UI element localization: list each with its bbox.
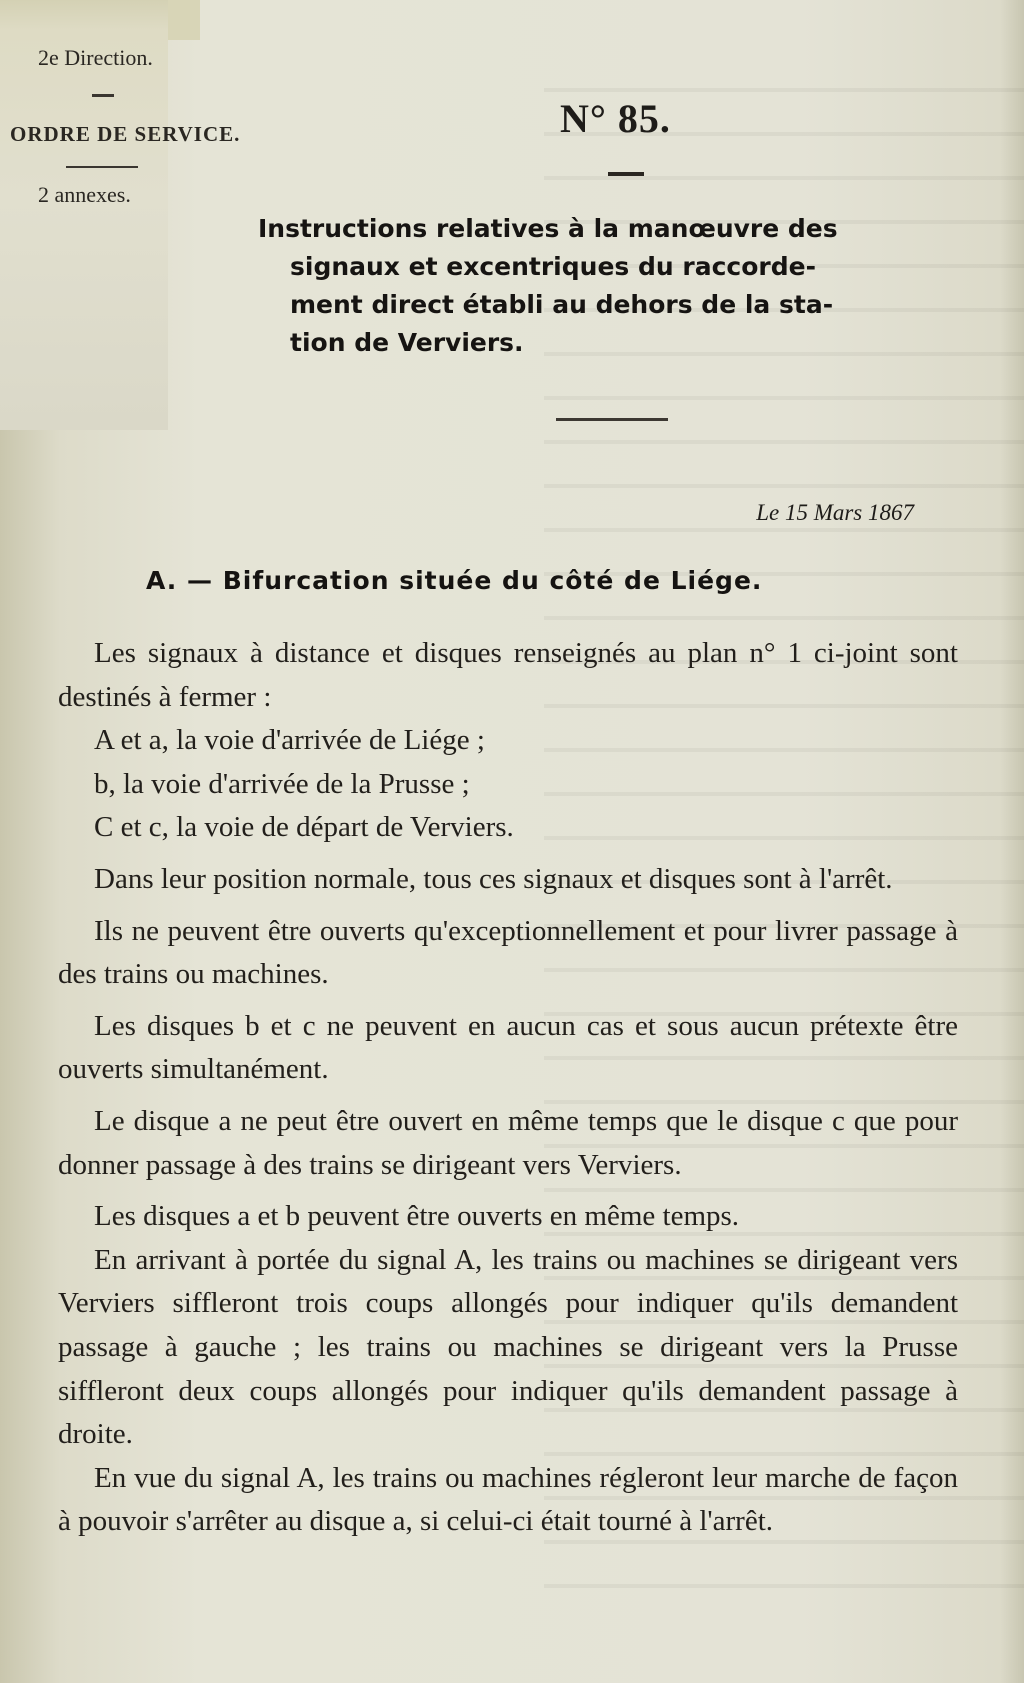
paragraph: Dans leur position normale, tous ces signaux et disques sont à l'arrêt. [94,862,893,895]
margin-flourish [66,166,138,168]
paragraph: Les disques b et c ne peuvent en aucun cas et sous aucun prétexte être ouverts simultanément. [58,1009,958,1086]
title-line: tion de Verviers. [290,328,524,357]
title-line: ment direct établi au dehors de la sta- [290,290,834,319]
number-dash [608,172,644,176]
paragraph: Le disque a ne peut être ouvert en même temps que le disque c que pour donner passage à des trains se dirigeant vers Verviers. [58,1104,958,1181]
paragraph: Les signaux à distance et disques renseignés au plan n° 1 ci-joint sont destinés à fermer : [58,637,958,713]
margin-dash [92,94,114,97]
margin-direction: 2e Direction. [38,45,153,70]
margin-annexes: 2 annexes. [38,182,131,207]
paragraph: Ils ne peuvent être ouverts qu'exceptionnellement et pour livrer passage à des trains ou machines. [58,914,958,991]
title-line: signaux et excentriques du raccorde- [290,252,816,281]
document-date: Le 15 Mars 1867 [756,500,914,525]
list-item: A et a, la voie d'arrivée de Liége ; [94,724,485,757]
section-title: A. — Bifurcation située du côté de Liége. [146,566,763,595]
document-title [258,210,986,362]
paragraph: En arrivant à portée du signal A, les trains ou machines se dirigeant vers Verviers siffleront trois coups allongés pour indiquer qu'ils demandent passage à gauche ; les trains ou machines se dirigeant vers la Prusse siffleront deux coups allongés pour indiquer qu'ils demandent passage à droite. [58,1243,958,1451]
title-line: Instructions relatives à la manœuvre des [258,214,838,243]
list-item: C et c, la voie de départ de Verviers. [94,811,514,844]
order-number: N° 85. [560,96,671,141]
body-text [58,632,958,1544]
paragraph: En vue du signal A, les trains ou machines régleront leur marche de façon à pouvoir s'arrêter au disque a, si celui-ci était tourné à l'arrêt. [58,1461,958,1538]
title-rule [556,418,668,421]
list-item: b, la voie d'arrivée de la Prusse ; [94,767,470,800]
paragraph: Les disques a et b peuvent être ouverts en même temps. [94,1200,740,1233]
margin-ordre-de-service: ORDRE DE SERVICE. [10,122,241,146]
